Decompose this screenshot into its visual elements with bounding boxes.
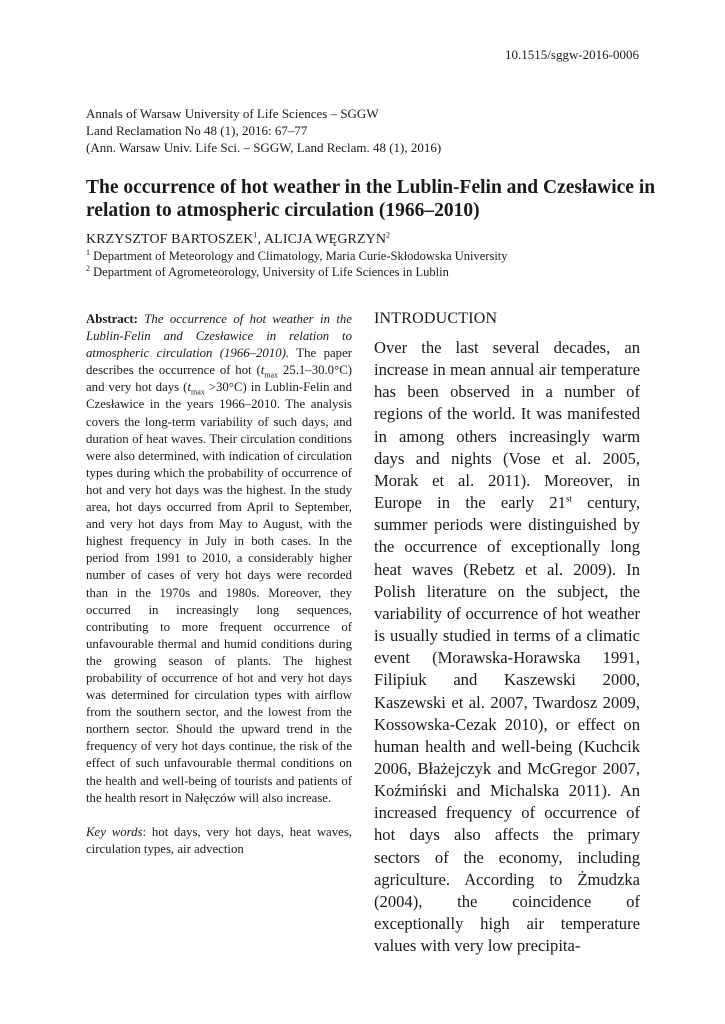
abstract-paragraph: [86, 311, 352, 807]
author-2: ALICJA WĘGRZYN: [263, 232, 387, 247]
tmax-subscript-2: max: [191, 387, 205, 397]
authors: [86, 232, 390, 248]
affiliation-1-text: Department of Meteorology and Climatology, Maria Curie-Skłodowska University: [90, 249, 508, 263]
abstract-text-3: >30°C) in Lublin-Felin and Czesławice in the years 1966–2010. The analysis covers the long-term variability of such days, and duration of heat waves. Their circulation conditions were also determined, with indication of circulation types during which the probability of occurrence of hot and very hot days was the highest. In the study area, hot days occurred from April to September, and very hot days from May to August, with the highest frequency in July in both cases. In the period from 1991 to 2010, a considerably higher number of cases of very hot days were recorded than in the 1970s and 1980s. Moreover, they occurred in increasingly long sequences, contributing to more frequent occurrence of unfavourable thermal and humid conditions during the growing season of plants. The highest probability of occurrence of hot and very hot days was determined for circulation types with airflow from the southern sector, and the lowest from the northern sector. Should the upward trend in the frequency of very hot days continue, the risk of the effect of such unfavourable thermal conditions on the health and well-being of tourists and patients of the health resort in Nałęczów will also increase.: [86, 380, 352, 805]
author-separator: ,: [257, 232, 264, 247]
ordinal-superscript: st: [565, 493, 572, 504]
paper-title: The occurrence of hot weather in the Lublin-Felin and Czesławice in relation to atmospheric circulation (1966–2010): [86, 177, 656, 221]
journal-line-2: Land Reclamation No 48 (1), 2016: 67–77: [86, 123, 308, 138]
affiliation-2: [86, 265, 449, 280]
abstract-text-2: 25.1–30.0°C) and very hot days (: [86, 363, 352, 395]
tmax-subscript-1: max: [264, 370, 279, 380]
tmax-symbol-1: t: [260, 363, 265, 378]
abstract-text-1: The paper describes the occurrence of hot (: [86, 346, 353, 378]
abstract-label: Abstract:: [86, 312, 138, 326]
journal-info: [86, 105, 441, 156]
journal-line-1: Annals of Warsaw University of Life Sciences – SGGW: [86, 106, 379, 121]
affiliation-1-mark: 1: [86, 247, 90, 257]
doi: 10.1515/sggw-2016-0006: [505, 47, 639, 62]
introduction-text-2: century, summer periods were distinguished by the occurrence of exceptionally long heat waves (Rebetz et al. 2009). In Polish literature on the subject, the variability of occurrence of hot weather is usually studied in terms of a climatic event (Morawska-Horawska 1991, Filipiuk and Kaszewski 2000, Kaszewski et al. 2007, Twardosz 2009, Kossowska-Cezak 2010), or effect on human health and well-being (Kuchcik 2006, Błażejczyk and McGregor 2007, Koźmiński and Michalska 2011). An increased frequency of occurrence of hot days also affects the primary sectors of the economy, including agriculture. According to Żmudzka (2004), the coincidence of exceptionally high air temperature values with very low precipita-: [374, 493, 640, 956]
keywords-label: Key words: [86, 824, 143, 839]
affiliation-2-mark: 2: [86, 263, 90, 273]
introduction-text-1: Over the last several decades, an increase in mean annual air temperature has been observed in a number of regions of the world. It was manifested in among others increasingly warm days and nights (Vose et al. 2005, Morak et al. 2011). Moreover, in Europe in the early 21: [374, 338, 640, 513]
section-heading-introduction: INTRODUCTION: [374, 310, 498, 327]
abstract: [86, 311, 352, 858]
keywords: [86, 824, 352, 858]
affiliation-1: [86, 249, 508, 264]
affiliation-2-text: Department of Agrometeorology, University of Life Sciences in Lublin: [90, 265, 449, 279]
author-1-affiliation-mark: 1: [253, 230, 258, 240]
abstract-title-italic: The occurrence of hot weather in the Lublin-Felin and Czesławice in relation to atmospheric circulation (1966–2010).: [86, 312, 352, 361]
author-2-affiliation-mark: 2: [386, 230, 391, 240]
introduction-paragraph: [374, 337, 640, 957]
author-1: KRZYSZTOF BARTOSZEK: [86, 232, 254, 247]
journal-line-3: (Ann. Warsaw Univ. Life Sci. – SGGW, Land Reclam. 48 (1), 2016): [86, 140, 442, 155]
keywords-text: : hot days, very hot days, heat waves, circulation types, air advection: [86, 824, 352, 856]
tmax-symbol-2: t: [187, 380, 191, 395]
